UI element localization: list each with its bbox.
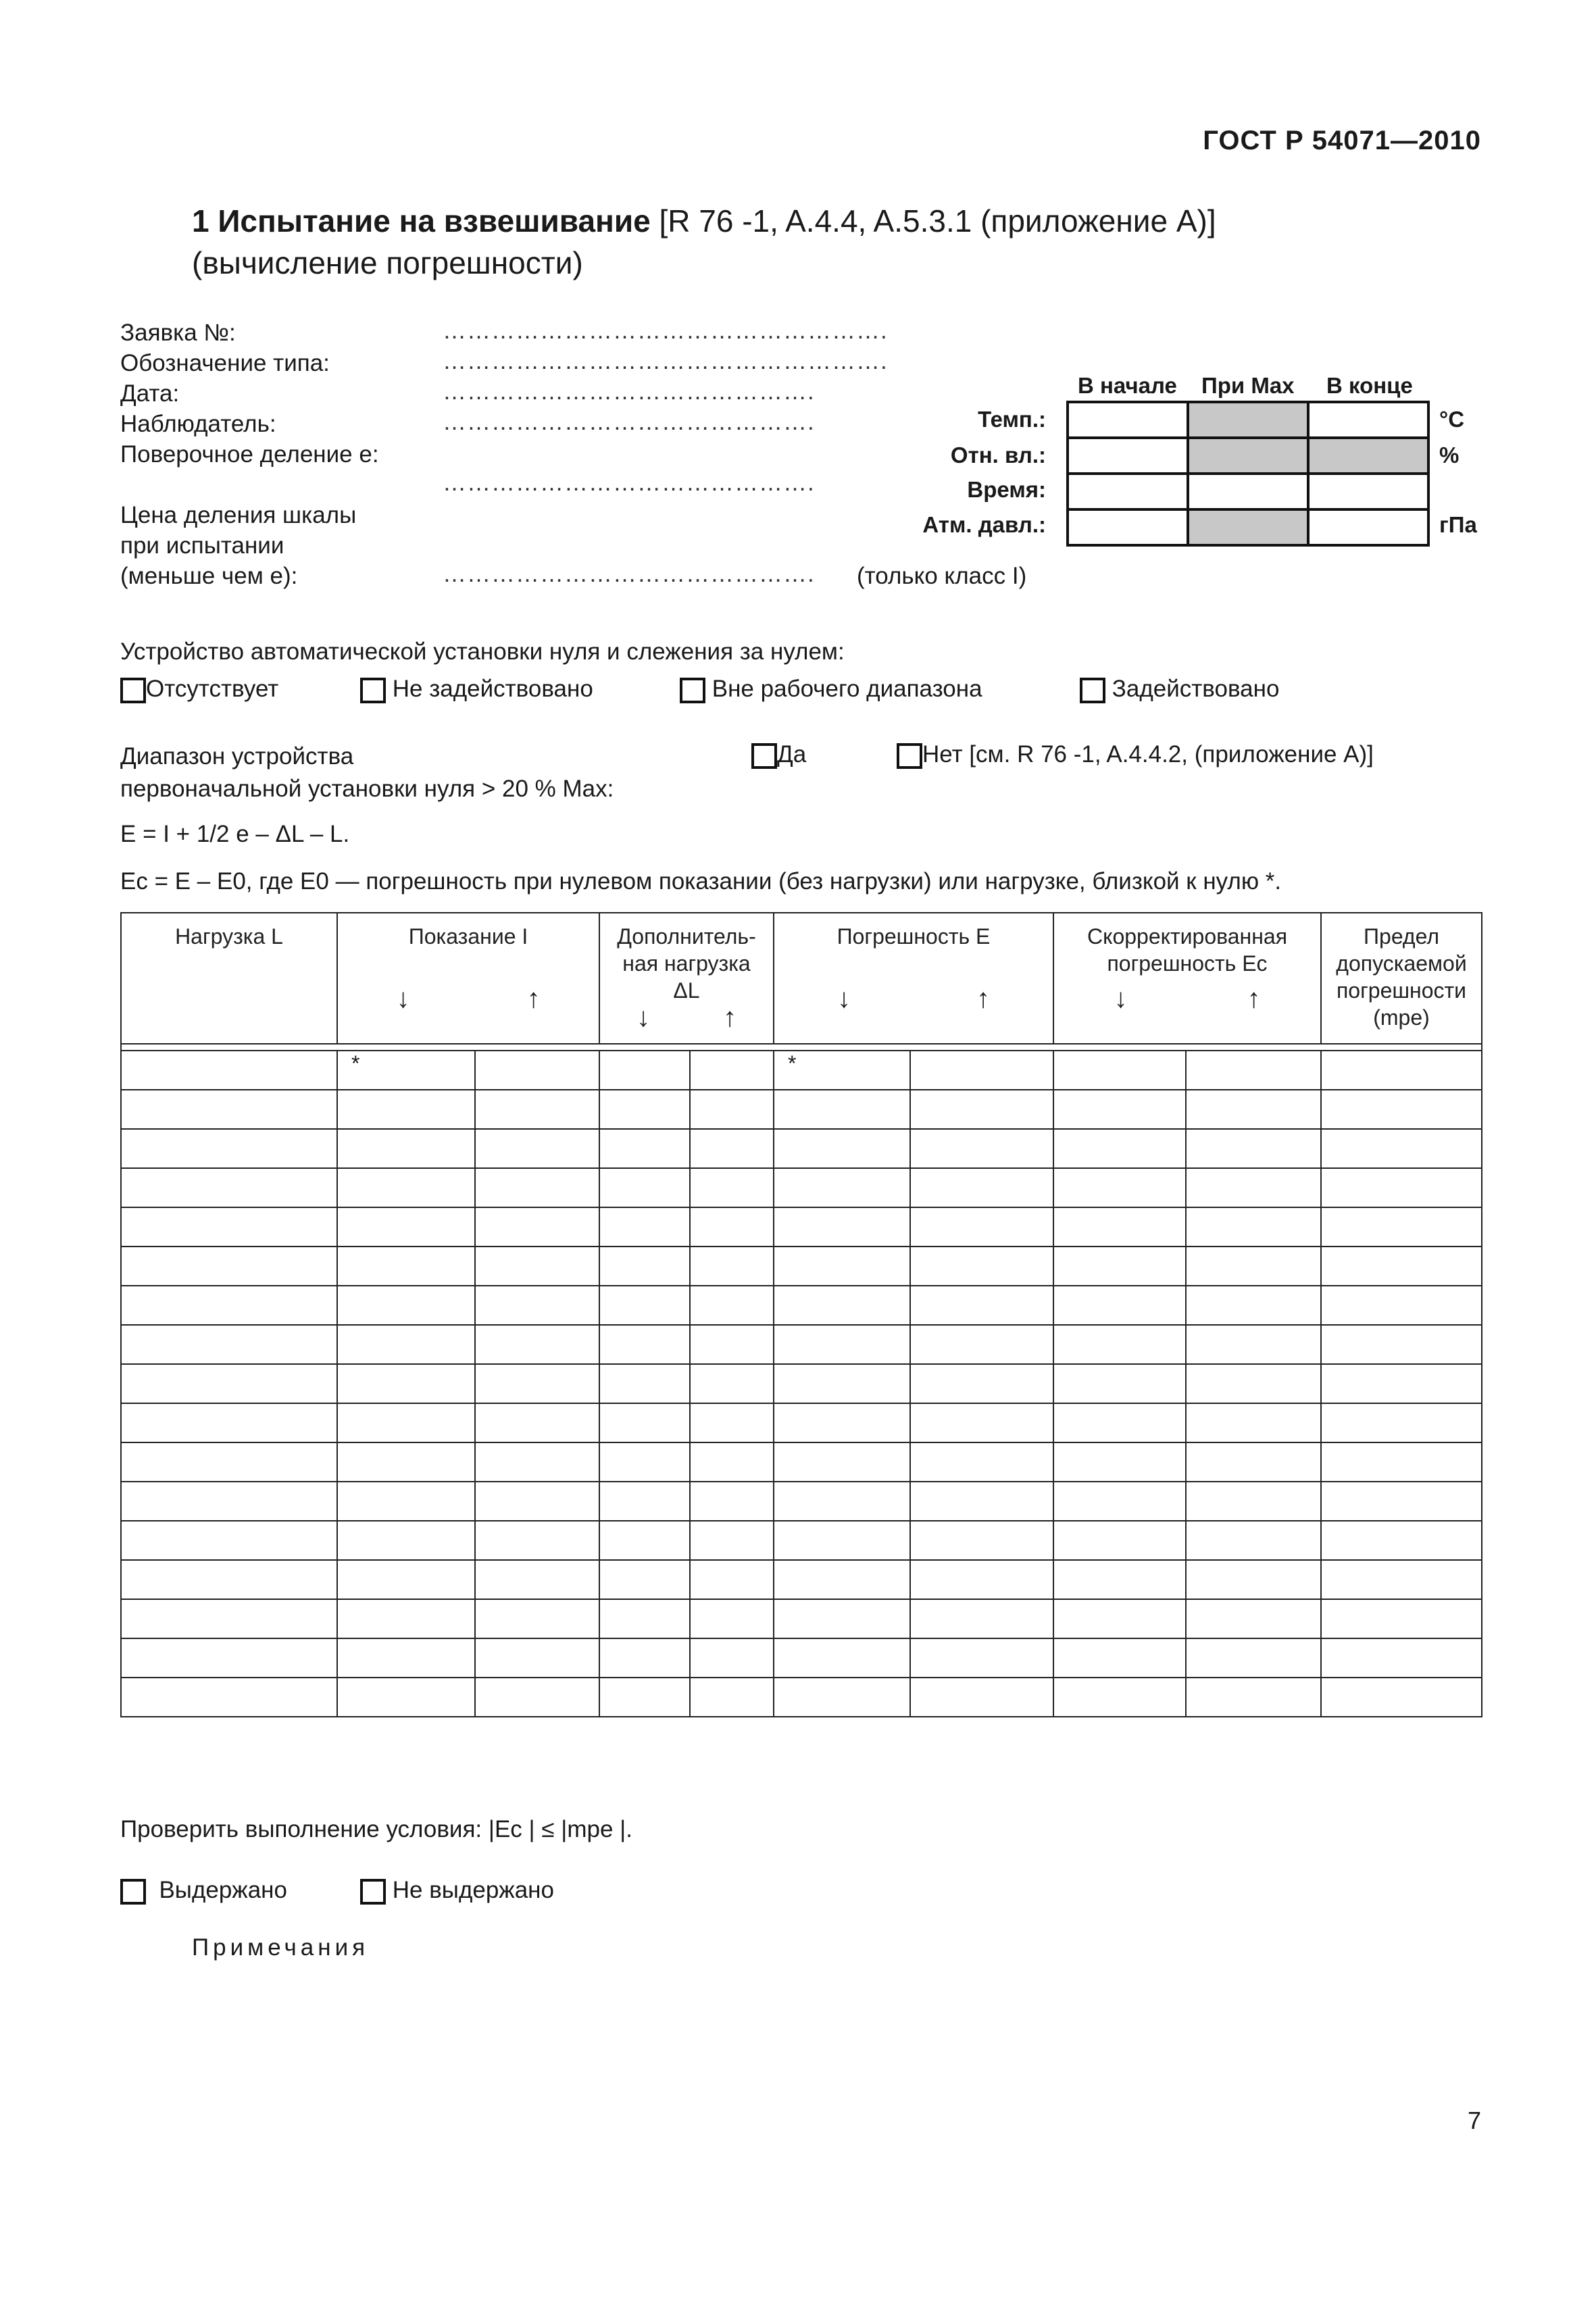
cell-reading-down[interactable]: [337, 1286, 475, 1325]
cell-error-down[interactable]: [774, 1521, 910, 1560]
header-additional-load: Дополнитель- ная нагрузка ΔL ↓ ↑: [599, 913, 774, 1044]
cell-error-down[interactable]: [774, 1247, 910, 1286]
cell-load[interactable]: [121, 1129, 337, 1168]
env-time-end[interactable]: [1308, 474, 1428, 509]
option-no-label: Нет [см. R 76 -1, A.4.4.2, (приложение А)]: [922, 741, 1374, 768]
title-bold: 1 Испытание на взвешивание: [192, 203, 651, 238]
cell-mpe[interactable]: [1321, 1325, 1482, 1364]
table-row: [121, 1051, 1482, 1090]
cell-mpe[interactable]: [1321, 1599, 1482, 1638]
env-hum-label: Отн. вл.:: [950, 443, 1046, 468]
env-time-max[interactable]: [1188, 474, 1308, 509]
table-row: [121, 1207, 1482, 1247]
cell-corr-down[interactable]: [1053, 1051, 1186, 1090]
header-separator: [121, 1044, 1482, 1051]
header-mpe: Предел допускаемой погрешности (mpe): [1321, 913, 1482, 1044]
cell-reading-up[interactable]: [475, 1247, 599, 1286]
cell-corr-down[interactable]: [1053, 1325, 1186, 1364]
cell-corr-down[interactable]: [1053, 1247, 1186, 1286]
checkbox-passed[interactable]: [120, 1879, 146, 1905]
cell-error-down[interactable]: [774, 1442, 910, 1482]
env-temp-start[interactable]: [1068, 402, 1188, 438]
env-col-max: При Max: [1201, 373, 1295, 398]
cell-mpe[interactable]: [1321, 1129, 1482, 1168]
cell-error-down[interactable]: [774, 1364, 910, 1403]
table-row: [121, 1247, 1482, 1286]
cell-error-up[interactable]: [910, 1051, 1053, 1090]
env-temp-max: [1188, 402, 1308, 438]
cell-add-up[interactable]: [690, 1442, 774, 1482]
env-unit-temp: °C: [1439, 407, 1465, 432]
cell-reading-up[interactable]: [475, 1442, 599, 1482]
cell-add-up[interactable]: [690, 1286, 774, 1325]
option-absent[interactable]: [120, 676, 278, 703]
cell-error-down[interactable]: [774, 1560, 910, 1599]
verification-label: Поверочное деление e:: [120, 441, 379, 468]
cell-mpe[interactable]: [1321, 1207, 1482, 1247]
table-row: [121, 1403, 1482, 1442]
cell-error-down[interactable]: [774, 1678, 910, 1717]
arrow-up-icon: ↑: [976, 984, 990, 1013]
cell-load[interactable]: [121, 1560, 337, 1599]
cell-error-up[interactable]: [910, 1168, 1053, 1207]
cell-reading-down[interactable]: [337, 1442, 475, 1482]
header-load: Нагрузка L: [121, 913, 337, 1044]
option-failed[interactable]: [360, 1877, 554, 1905]
option-yes[interactable]: [751, 741, 806, 769]
cell-mpe[interactable]: [1321, 1090, 1482, 1129]
cell-corr-down[interactable]: [1053, 1638, 1186, 1678]
cell-add-down[interactable]: [599, 1560, 690, 1599]
cell-load[interactable]: [121, 1247, 337, 1286]
observer-field[interactable]: ……………………………………….: [443, 409, 815, 435]
type-field[interactable]: ……………………………………………….: [443, 348, 888, 374]
table-row: [121, 1364, 1482, 1403]
cell-add-down[interactable]: [599, 1678, 690, 1717]
cell-reading-up[interactable]: [475, 1403, 599, 1442]
env-press-label: Атм. давл.:: [922, 512, 1046, 537]
cell-corr-up[interactable]: [1186, 1247, 1321, 1286]
option-passed[interactable]: [120, 1877, 287, 1905]
cell-mpe[interactable]: [1321, 1678, 1482, 1717]
cell-add-up[interactable]: [690, 1638, 774, 1678]
cell-corr-up[interactable]: [1186, 1168, 1321, 1207]
cell-load[interactable]: [121, 1442, 337, 1482]
cell-mpe[interactable]: [1321, 1638, 1482, 1678]
checkbox-unused[interactable]: [360, 678, 386, 703]
table-row: [121, 1129, 1482, 1168]
cell-reading-down[interactable]: [337, 1521, 475, 1560]
observer-label: Наблюдатель:: [120, 411, 276, 437]
cell-error-up[interactable]: [910, 1638, 1053, 1678]
cell-add-up[interactable]: [690, 1090, 774, 1129]
option-failed-label: Не выдержано: [392, 1877, 554, 1903]
verification-field[interactable]: ……………………………………….: [443, 470, 815, 496]
option-no[interactable]: [897, 741, 1374, 769]
cell-add-down[interactable]: [599, 1090, 690, 1129]
cell-error-down[interactable]: [774, 1403, 910, 1442]
cell-reading-down[interactable]: [337, 1129, 475, 1168]
cell-error-up[interactable]: [910, 1090, 1053, 1129]
cell-load[interactable]: [121, 1090, 337, 1129]
arrow-up-icon: ↑: [1247, 984, 1261, 1013]
cell-error-up[interactable]: [910, 1364, 1053, 1403]
header-corrected-error: Скорректированная погрешность Ec ↓ ↑: [1053, 913, 1321, 1044]
cell-reading-up[interactable]: [475, 1090, 599, 1129]
header-reading: Показание I ↓ ↑: [337, 913, 599, 1044]
cell-add-up[interactable]: [690, 1129, 774, 1168]
formula-ec: Ec = E – E0, где E0 — погрешность при нулевом показании (без нагрузки) или нагрузке, близкой к нулю *.: [120, 868, 1282, 895]
checkbox-yes[interactable]: [751, 743, 777, 769]
cell-reading-up[interactable]: [475, 1129, 599, 1168]
cell-corr-up[interactable]: [1186, 1364, 1321, 1403]
cell-corr-down[interactable]: [1053, 1521, 1186, 1560]
cell-reading-up[interactable]: [475, 1678, 599, 1717]
environment-table: [1066, 401, 1430, 547]
class-note: (только класс I): [857, 563, 1027, 589]
cell-add-down[interactable]: [599, 1638, 690, 1678]
cell-reading-down[interactable]: [337, 1325, 475, 1364]
checkbox-no[interactable]: [897, 743, 922, 769]
cell-corr-down[interactable]: [1053, 1560, 1186, 1599]
cell-add-down[interactable]: [599, 1482, 690, 1521]
range-label-2: первоначальной установки нуля > 20 % Max:: [120, 776, 614, 802]
cell-corr-up[interactable]: [1186, 1482, 1321, 1521]
cell-reading-down[interactable]: [337, 1678, 475, 1717]
cell-mpe[interactable]: [1321, 1168, 1482, 1207]
cell-mpe[interactable]: [1321, 1482, 1482, 1521]
option-absent-label: Отсутствует: [146, 676, 279, 702]
table-row: [121, 1560, 1482, 1599]
cell-reading-up[interactable]: [475, 1168, 599, 1207]
env-time-label: Время:: [967, 477, 1046, 502]
cell-add-down[interactable]: [599, 1168, 690, 1207]
cell-corr-up[interactable]: [1186, 1051, 1321, 1090]
header-error: Погрешность E ↓ ↑: [774, 913, 1053, 1044]
cell-error-up[interactable]: [910, 1247, 1053, 1286]
cell-load[interactable]: [121, 1207, 337, 1247]
cell-reading-up[interactable]: [475, 1599, 599, 1638]
table-row: [121, 1168, 1482, 1207]
cell-add-up[interactable]: [690, 1482, 774, 1521]
cell-corr-up[interactable]: [1186, 1442, 1321, 1482]
cell-mpe[interactable]: [1321, 1442, 1482, 1482]
option-out-of-range[interactable]: [680, 676, 982, 703]
option-used-label: Задействовано: [1112, 676, 1280, 702]
env-hum-max: [1188, 438, 1308, 474]
cell-reading-up[interactable]: [475, 1051, 599, 1090]
cell-load[interactable]: [121, 1482, 337, 1521]
cell-add-down[interactable]: [599, 1129, 690, 1168]
cell-reading-up[interactable]: [475, 1286, 599, 1325]
cell-corr-down[interactable]: [1053, 1599, 1186, 1638]
cell-corr-down[interactable]: [1053, 1129, 1186, 1168]
table-row: [121, 1482, 1482, 1521]
table-row: [121, 1599, 1482, 1638]
cell-mpe[interactable]: [1321, 1403, 1482, 1442]
cell-error-up[interactable]: [910, 1521, 1053, 1560]
cell-load[interactable]: [121, 1325, 337, 1364]
checkbox-used[interactable]: [1080, 678, 1105, 703]
arrow-down-icon: ↓: [1114, 984, 1128, 1013]
table-row: [121, 1090, 1482, 1129]
cell-reading-down[interactable]: [337, 1482, 475, 1521]
cell-add-up[interactable]: [690, 1247, 774, 1286]
cell-add-down[interactable]: [599, 1247, 690, 1286]
cell-corr-up[interactable]: [1186, 1560, 1321, 1599]
cell-error-up[interactable]: [910, 1286, 1053, 1325]
env-hum-start[interactable]: [1068, 438, 1188, 474]
cell-corr-down[interactable]: [1053, 1482, 1186, 1521]
cell-corr-up[interactable]: [1186, 1325, 1321, 1364]
notes-heading: Примечания: [192, 1934, 370, 1961]
table-row: [121, 1521, 1482, 1560]
cell-load[interactable]: [121, 1403, 337, 1442]
option-unused[interactable]: [360, 676, 593, 703]
cell-error-up[interactable]: [910, 1678, 1053, 1717]
cell-add-up[interactable]: [690, 1521, 774, 1560]
cell-error-up[interactable]: [910, 1325, 1053, 1364]
cell-add-up[interactable]: [690, 1599, 774, 1638]
cell-add-down[interactable]: [599, 1207, 690, 1247]
cell-error-down[interactable]: [774, 1482, 910, 1521]
zero-device-label: Устройство автоматической установки нуля и слежения за нулем:: [120, 638, 845, 665]
cell-mpe[interactable]: [1321, 1247, 1482, 1286]
request-field[interactable]: ……………………………………………….: [443, 318, 888, 344]
cell-corr-down[interactable]: [1053, 1678, 1186, 1717]
env-temp-end[interactable]: [1308, 402, 1428, 438]
title-ref: [R 76 -1, A.4.4, A.5.3.1 (приложение А)]: [659, 203, 1216, 238]
cell-load[interactable]: [121, 1051, 337, 1090]
cell-add-up[interactable]: [690, 1051, 774, 1090]
option-used[interactable]: [1080, 676, 1279, 703]
cell-corr-up[interactable]: [1186, 1286, 1321, 1325]
cell-add-up[interactable]: [690, 1403, 774, 1442]
cell-error-down[interactable]: [774, 1638, 910, 1678]
cell-add-up[interactable]: [690, 1325, 774, 1364]
cell-reading-down[interactable]: [337, 1364, 475, 1403]
cell-corr-up[interactable]: [1186, 1403, 1321, 1442]
checkbox-out-of-range[interactable]: [680, 678, 705, 703]
cell-load[interactable]: [121, 1364, 337, 1403]
arrow-down-icon: ↓: [637, 1003, 650, 1032]
date-label: Дата:: [120, 380, 180, 407]
cell-error-down[interactable]: [774, 1168, 910, 1207]
table-row: [121, 1638, 1482, 1678]
cell-add-up[interactable]: [690, 1168, 774, 1207]
cell-mpe[interactable]: [1321, 1560, 1482, 1599]
cell-add-down[interactable]: [599, 1325, 690, 1364]
cell-reading-down[interactable]: [337, 1638, 475, 1678]
page-title: [192, 200, 1216, 284]
cell-reading-down[interactable]: [337, 1051, 475, 1090]
cell-add-down[interactable]: [599, 1521, 690, 1560]
cell-error-up[interactable]: [910, 1442, 1053, 1482]
cell-error-up[interactable]: [910, 1129, 1053, 1168]
checkbox-absent[interactable]: [120, 678, 146, 703]
option-out-of-range-label: Вне рабочего диапазона: [712, 676, 982, 702]
cell-reading-up[interactable]: [475, 1560, 599, 1599]
cell-add-down[interactable]: [599, 1403, 690, 1442]
cell-error-down[interactable]: [774, 1207, 910, 1247]
title-line2: (вычисление погрешности): [192, 245, 583, 280]
arrow-down-icon: ↓: [396, 984, 410, 1013]
cell-load[interactable]: [121, 1286, 337, 1325]
cell-error-up[interactable]: [910, 1207, 1053, 1247]
option-passed-label: Выдержано: [159, 1877, 287, 1903]
cell-reading-down[interactable]: [337, 1599, 475, 1638]
option-yes-label: Да: [777, 741, 807, 768]
check-condition: Проверить выполнение условия: |Ec | ≤ |mpe |.: [120, 1816, 633, 1842]
cell-add-up[interactable]: [690, 1560, 774, 1599]
scale-label-3: (меньше чем e):: [120, 563, 298, 589]
cell-corr-up[interactable]: [1186, 1090, 1321, 1129]
results-table: [120, 912, 1482, 1717]
env-hum-end: [1308, 438, 1428, 474]
env-time-start[interactable]: [1068, 474, 1188, 509]
cell-corr-up[interactable]: [1186, 1129, 1321, 1168]
cell-reading-up[interactable]: [475, 1207, 599, 1247]
env-col-start: В начале: [1078, 373, 1177, 398]
cell-add-up[interactable]: [690, 1207, 774, 1247]
cell-load[interactable]: [121, 1521, 337, 1560]
cell-corr-up[interactable]: [1186, 1638, 1321, 1678]
cell-corr-down[interactable]: [1053, 1168, 1186, 1207]
cell-reading-up[interactable]: [475, 1521, 599, 1560]
cell-load[interactable]: [121, 1678, 337, 1717]
cell-mpe[interactable]: [1321, 1051, 1482, 1090]
cell-reading-up[interactable]: [475, 1364, 599, 1403]
document-code: ГОСТ Р 54071—2010: [1203, 126, 1481, 155]
checkbox-failed[interactable]: [360, 1879, 386, 1905]
table-row: [121, 1442, 1482, 1482]
star-marker: *: [788, 1051, 797, 1076]
cell-mpe[interactable]: [1321, 1286, 1482, 1325]
cell-error-up[interactable]: [910, 1403, 1053, 1442]
arrow-up-icon: ↑: [526, 984, 541, 1013]
page-number: 7: [1467, 2107, 1481, 2134]
table-row: [121, 1678, 1482, 1717]
env-col-end: В конце: [1326, 373, 1413, 398]
cell-error-down[interactable]: [774, 1286, 910, 1325]
cell-corr-up[interactable]: [1186, 1207, 1321, 1247]
cell-add-up[interactable]: [690, 1678, 774, 1717]
cell-reading-down[interactable]: [337, 1247, 475, 1286]
star-marker: *: [351, 1051, 360, 1076]
cell-corr-down[interactable]: [1053, 1286, 1186, 1325]
cell-reading-down[interactable]: [337, 1207, 475, 1247]
cell-reading-down[interactable]: [337, 1168, 475, 1207]
cell-load[interactable]: [121, 1168, 337, 1207]
cell-corr-down[interactable]: [1053, 1442, 1186, 1482]
date-field[interactable]: ……………………………………….: [443, 378, 815, 405]
env-press-start[interactable]: [1068, 509, 1188, 545]
env-press-max: [1188, 509, 1308, 545]
table-row: [121, 1286, 1482, 1325]
cell-error-down[interactable]: [774, 1325, 910, 1364]
option-unused-label: Не задействовано: [392, 676, 593, 702]
env-press-end[interactable]: [1308, 509, 1428, 545]
cell-corr-up[interactable]: [1186, 1599, 1321, 1638]
cell-add-down[interactable]: [599, 1364, 690, 1403]
cell-add-down[interactable]: [599, 1442, 690, 1482]
cell-corr-down[interactable]: [1053, 1364, 1186, 1403]
type-label: Обозначение типа:: [120, 350, 330, 376]
cell-add-down[interactable]: [599, 1051, 690, 1090]
env-unit-hum: %: [1439, 443, 1460, 468]
cell-error-up[interactable]: [910, 1560, 1053, 1599]
cell-corr-down[interactable]: [1053, 1403, 1186, 1442]
arrow-down-icon: ↓: [837, 984, 851, 1013]
cell-add-down[interactable]: [599, 1599, 690, 1638]
request-label: Заявка №:: [120, 320, 236, 346]
cell-error-down[interactable]: [774, 1599, 910, 1638]
cell-reading-down[interactable]: [337, 1090, 475, 1129]
cell-load[interactable]: [121, 1638, 337, 1678]
cell-error-down[interactable]: [774, 1051, 910, 1090]
env-unit-press: гПа: [1439, 512, 1477, 537]
cell-corr-down[interactable]: [1053, 1090, 1186, 1129]
scale-label-2: при испытании: [120, 532, 284, 559]
env-temp-label: Темп.:: [978, 407, 1046, 432]
cell-corr-down[interactable]: [1053, 1207, 1186, 1247]
cell-error-up[interactable]: [910, 1482, 1053, 1521]
cell-mpe[interactable]: [1321, 1521, 1482, 1560]
cell-corr-up[interactable]: [1186, 1521, 1321, 1560]
cell-corr-up[interactable]: [1186, 1678, 1321, 1717]
cell-reading-down[interactable]: [337, 1403, 475, 1442]
cell-add-up[interactable]: [690, 1364, 774, 1403]
cell-reading-up[interactable]: [475, 1325, 599, 1364]
arrow-up-icon: ↑: [723, 1003, 737, 1032]
cell-mpe[interactable]: [1321, 1364, 1482, 1403]
table-row: [121, 1325, 1482, 1364]
scale-label-1: Цена деления шкалы: [120, 502, 357, 528]
cell-error-down[interactable]: [774, 1129, 910, 1168]
cell-reading-down[interactable]: [337, 1560, 475, 1599]
cell-error-up[interactable]: [910, 1599, 1053, 1638]
cell-load[interactable]: [121, 1599, 337, 1638]
range-label-1: Диапазон устройства: [120, 743, 354, 770]
cell-add-down[interactable]: [599, 1286, 690, 1325]
cell-error-down[interactable]: [774, 1090, 910, 1129]
scale-field[interactable]: ……………………………………….: [443, 561, 815, 587]
formula-e: E = I + 1/2 e – ΔL – L.: [120, 821, 350, 847]
cell-reading-up[interactable]: [475, 1638, 599, 1678]
cell-reading-up[interactable]: [475, 1482, 599, 1521]
